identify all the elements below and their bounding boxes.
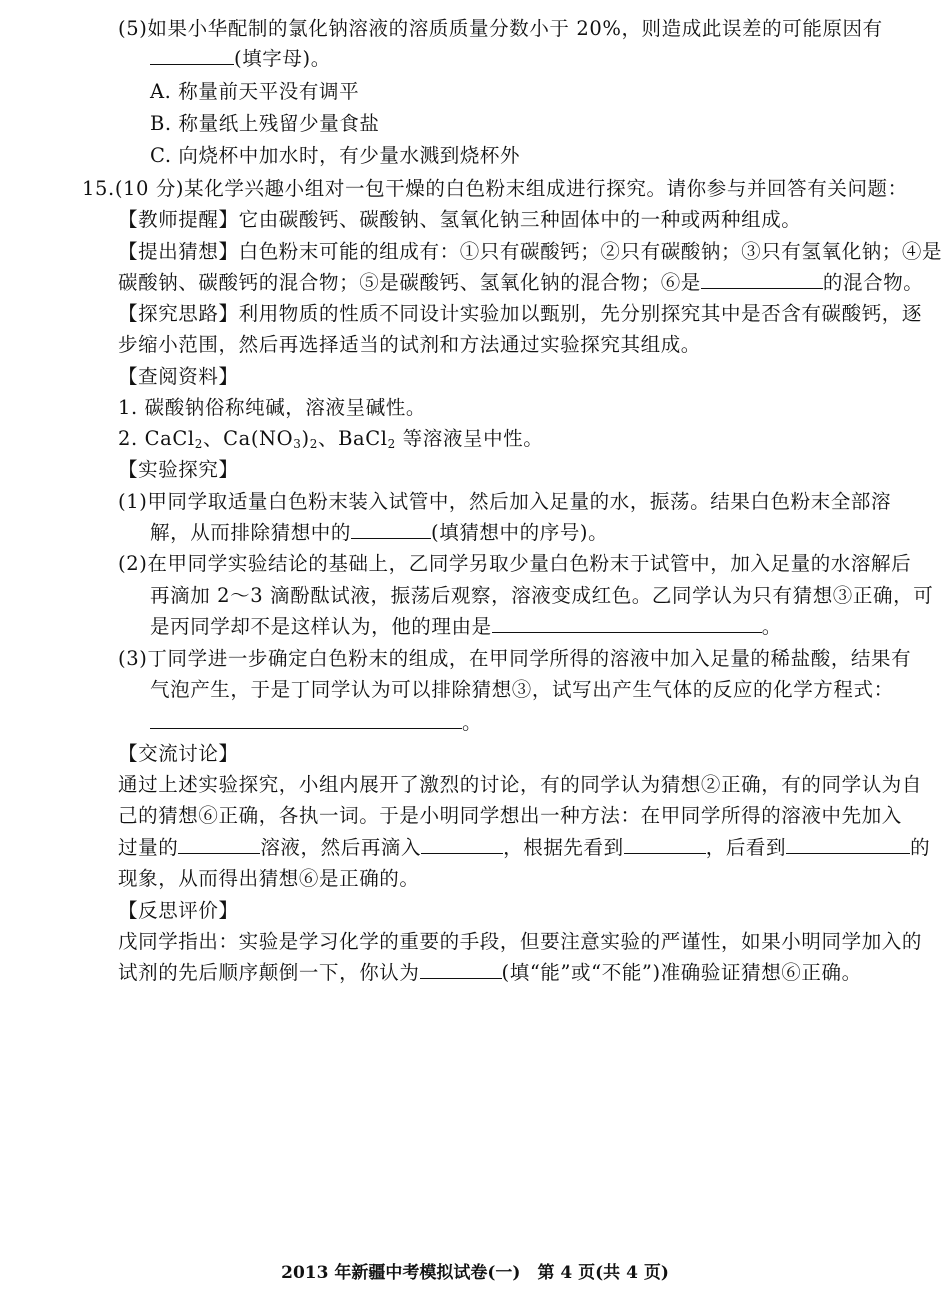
guess-line1: 【提出猜想】白色粉末可能的组成有：①只有碳酸钙；②只有碳酸钠；③只有氢氧化钠；④是	[118, 240, 943, 263]
exp3-line1: (3)丁同学进一步确定白色粉末的组成，在甲同学所得的溶液中加入足量的稀盐酸，结果有	[118, 647, 912, 670]
discussion-heading: 【交流讨论】	[118, 742, 239, 765]
question-number: 15.	[82, 177, 115, 200]
guess-line2	[118, 268, 923, 298]
answer-blank[interactable]	[178, 833, 260, 854]
exp2-line1: (2)在甲同学实验结论的基础上，乙同学另取少量白色粉末于试管中，加入足量的水溶解后	[118, 552, 912, 575]
disc-line3	[118, 833, 930, 863]
disc-line2: 己的猜想⑥正确，各执一词。于是小明同学想出一种方法：在甲同学所得的溶液中先加入	[118, 804, 902, 827]
guess-line2-text-b: 的混合物。	[822, 271, 924, 294]
exp2-line3	[150, 612, 782, 642]
ref2-b: 、Ca(NO	[202, 427, 294, 450]
answer-blank[interactable]	[150, 708, 462, 729]
answer-blank[interactable]	[351, 518, 431, 539]
subscript: 2	[309, 437, 318, 451]
exp3-line3-b: 。	[462, 711, 483, 734]
exp3-line2: 气泡产生，于是丁同学认为可以排除猜想③，试写出产生气体的反应的化学方程式：	[150, 678, 894, 701]
reference-heading: 【查阅资料】	[118, 365, 239, 388]
exp2-line3-b: 。	[761, 615, 782, 638]
exp2-line2: 再滴加 2～3 滴酚酞试液，振荡后观察，溶液变成红色。乙同学认为只有猜想③正确，可	[150, 584, 934, 607]
exp3-line3	[150, 708, 482, 738]
ref2-a: 2. CaCl	[118, 427, 195, 450]
disc-line3-e: 的	[910, 836, 931, 859]
option-b: B. 称量纸上残留少量食盐	[150, 112, 380, 135]
disc-line3-b: 溶液，然后再滴入	[260, 836, 422, 859]
answer-blank[interactable]	[624, 833, 706, 854]
reference-2	[118, 424, 543, 454]
page-footer: 2013 年新疆中考模拟试卷(一) 第 4 页(共 4 页)	[281, 1263, 669, 1283]
reflection-heading: 【反思评价】	[118, 899, 239, 922]
exp1-line2-a: 解，从而排除猜想中的	[150, 521, 352, 544]
q15-intro-line	[82, 174, 908, 204]
answer-blank[interactable]	[421, 833, 503, 854]
ref2-e: 等溶液呈中性。	[395, 427, 544, 450]
option-a: A. 称量前天平没有调平	[150, 80, 360, 103]
approach-line1: 【探究思路】利用物质的性质不同设计实验加以甄别，先分别探究其中是否含有碳酸钙，逐	[118, 302, 923, 325]
reference-1: 1. 碳酸钠俗称纯碱，溶液呈碱性。	[118, 396, 427, 419]
answer-blank[interactable]	[786, 833, 910, 854]
approach-line2: 步缩小范围，然后再选择适当的试剂和方法通过实验探究其组成。	[118, 333, 701, 356]
q14-5-line1: (5)如果小华配制的氯化钠溶液的溶质质量分数小于 20%，则造成此误差的可能原因有	[118, 17, 883, 40]
ref2-c: )	[301, 427, 310, 450]
teacher-hint: 【教师提醒】它由碳酸钙、碳酸钠、氢氧化钠三种固体中的一种或两种组成。	[118, 208, 802, 231]
ref2-d: 、BaCl	[318, 427, 388, 450]
option-c: C. 向烧杯中加水时，有少量水溅到烧杯外	[150, 144, 521, 167]
subscript: 2	[387, 437, 396, 451]
disc-line3-d: ，后看到	[705, 836, 787, 859]
answer-blank[interactable]	[492, 612, 762, 633]
answer-blank[interactable]	[150, 44, 234, 65]
answer-blank[interactable]	[701, 268, 823, 289]
q14-5-line2-suffix: (填字母)。	[234, 47, 331, 70]
disc-line3-c: ，根据先看到	[503, 836, 624, 859]
refl-line2-b: (填“能”或“不能”)准确验证猜想⑥正确。	[501, 961, 862, 984]
q14-5-line2	[150, 44, 331, 74]
guess-line2-text-a: 碳酸钠、碳酸钙的混合物；⑤是碳酸钙、氢氧化钠的混合物；⑥是	[118, 271, 701, 294]
exp1-line2-b: (填猜想中的序号)。	[431, 521, 609, 544]
exp2-line3-a: 是丙同学却不是这样认为，他的理由是	[150, 615, 492, 638]
disc-line4: 现象，从而得出猜想⑥是正确的。	[118, 867, 420, 890]
experiment-heading: 【实验探究】	[118, 458, 239, 481]
subscript: 2	[194, 437, 203, 451]
disc-line3-a: 过量的	[118, 836, 179, 859]
refl-line2-a: 试剂的先后顺序颠倒一下，你认为	[118, 961, 420, 984]
answer-blank[interactable]	[420, 958, 502, 979]
subscript: 3	[293, 437, 302, 451]
refl-line2	[118, 958, 862, 988]
refl-line1: 戊同学指出：实验是学习化学的重要的手段，但要注意实验的严谨性，如果小明同学加入的	[118, 930, 923, 953]
exp1-line1: (1)甲同学取适量白色粉末装入试管中，然后加入足量的水，振荡。结果白色粉末全部溶	[118, 490, 892, 513]
q15-intro: (10 分)某化学兴趣小组对一包干燥的白色粉末组成进行探究。请你参与并回答有关问题：	[114, 177, 908, 200]
exp1-line2	[150, 518, 608, 548]
disc-line1: 通过上述实验探究，小组内展开了激烈的讨论，有的同学认为猜想②正确，有的同学认为自	[118, 773, 923, 796]
